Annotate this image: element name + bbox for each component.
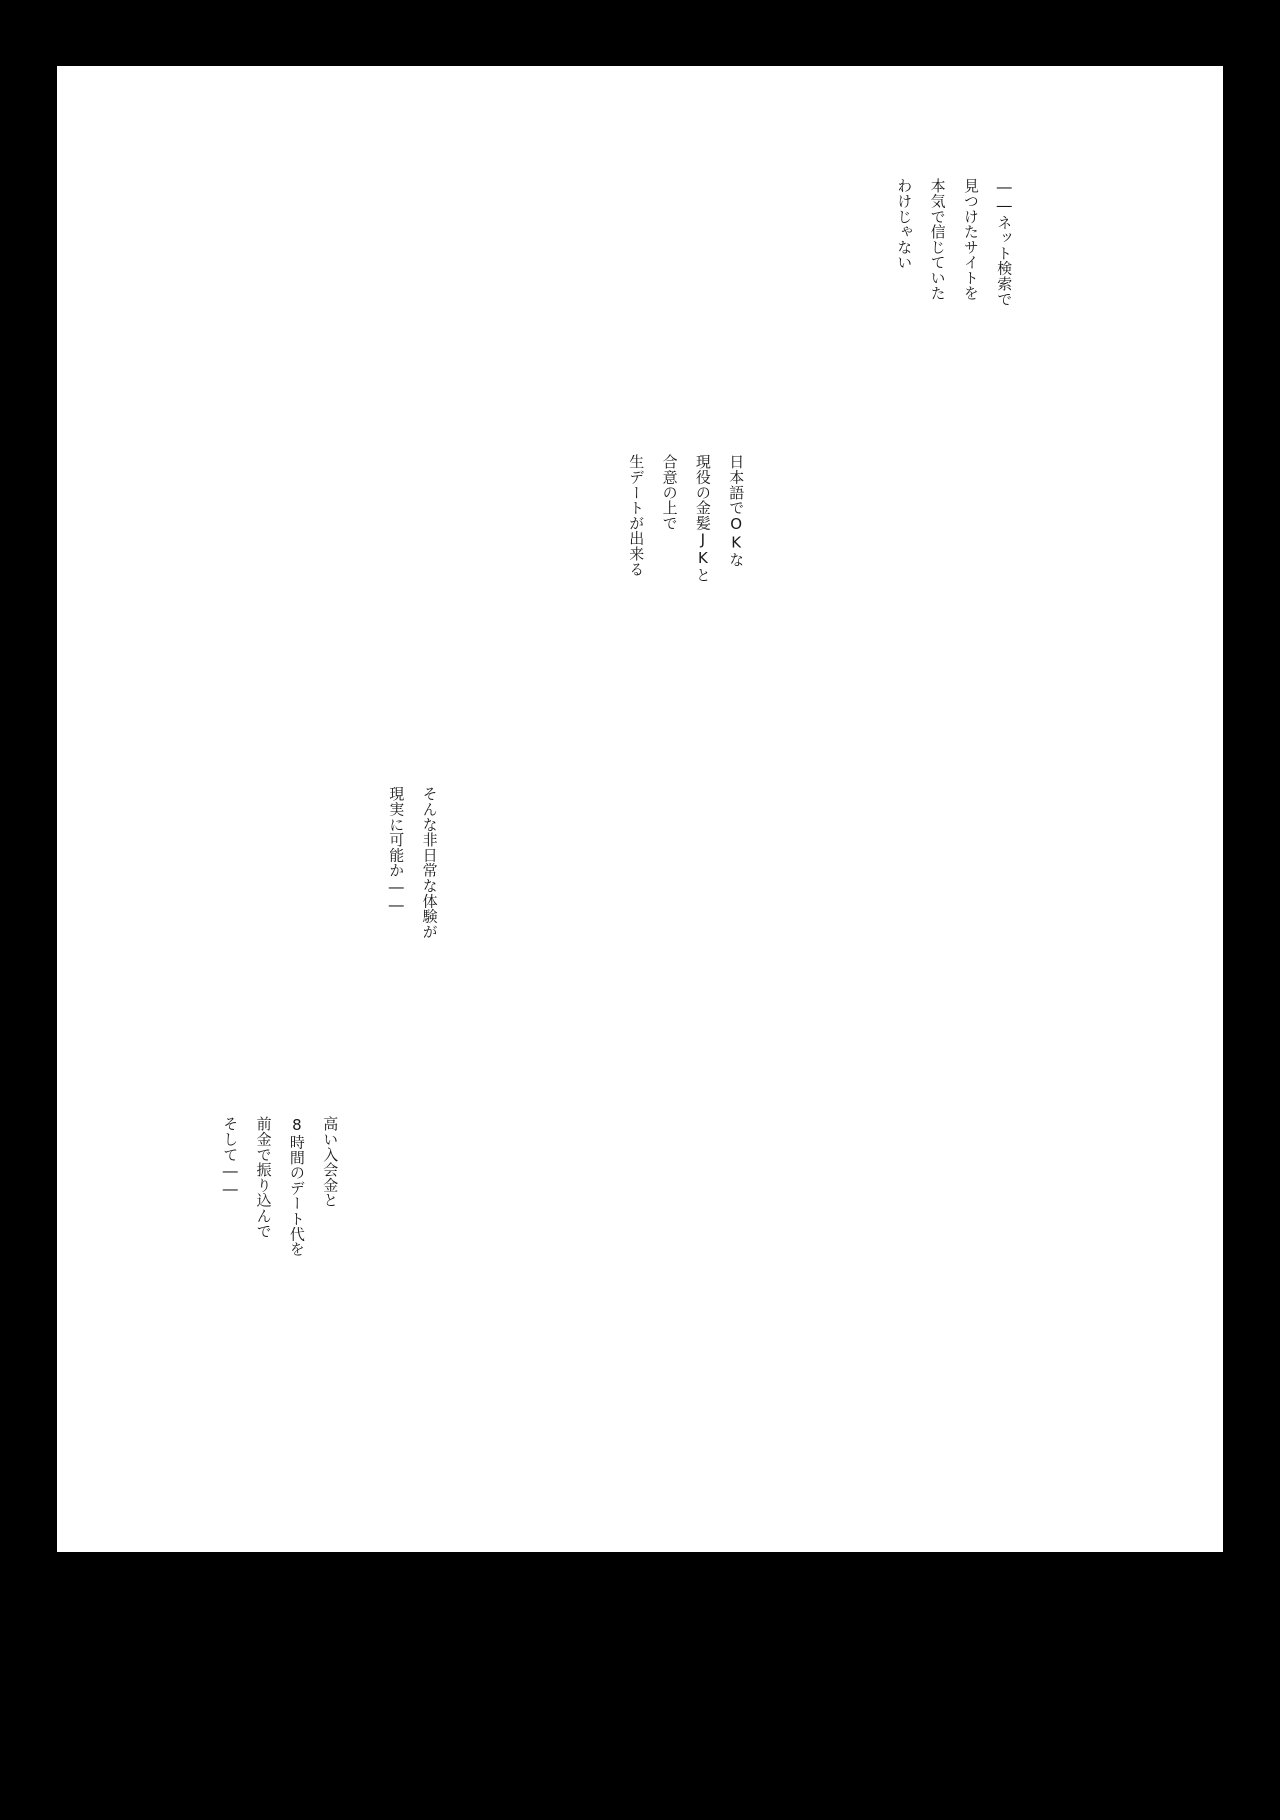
text-line: 生デートが出来る <box>627 454 646 577</box>
text-line: そんな非日常な体験が <box>420 786 439 939</box>
text-line: 合意の上で <box>660 454 679 531</box>
text-line: 日本語でOKな <box>727 454 746 568</box>
text-line: 見つけたサイトを <box>961 178 980 301</box>
text-line: そして―― <box>221 1116 240 1199</box>
text-block-1 <box>883 178 1016 306</box>
text-line: ――ネット検索で <box>995 178 1014 307</box>
text-line: 高い入会金と <box>321 1116 340 1208</box>
text-line: 本気で信じていた <box>928 178 947 301</box>
manga-page <box>57 66 1223 1552</box>
text-block-4 <box>209 1116 342 1257</box>
text-line: 現実に可能か―― <box>387 786 406 915</box>
text-block-2 <box>615 454 748 582</box>
text-line: 現役の金髪JKと <box>693 454 712 583</box>
text-line: 8時間のデート代を <box>287 1116 306 1257</box>
text-block-3 <box>375 786 442 939</box>
text-line: 前金で振り込んで <box>254 1116 273 1239</box>
text-line: わけじゃない <box>895 178 914 270</box>
